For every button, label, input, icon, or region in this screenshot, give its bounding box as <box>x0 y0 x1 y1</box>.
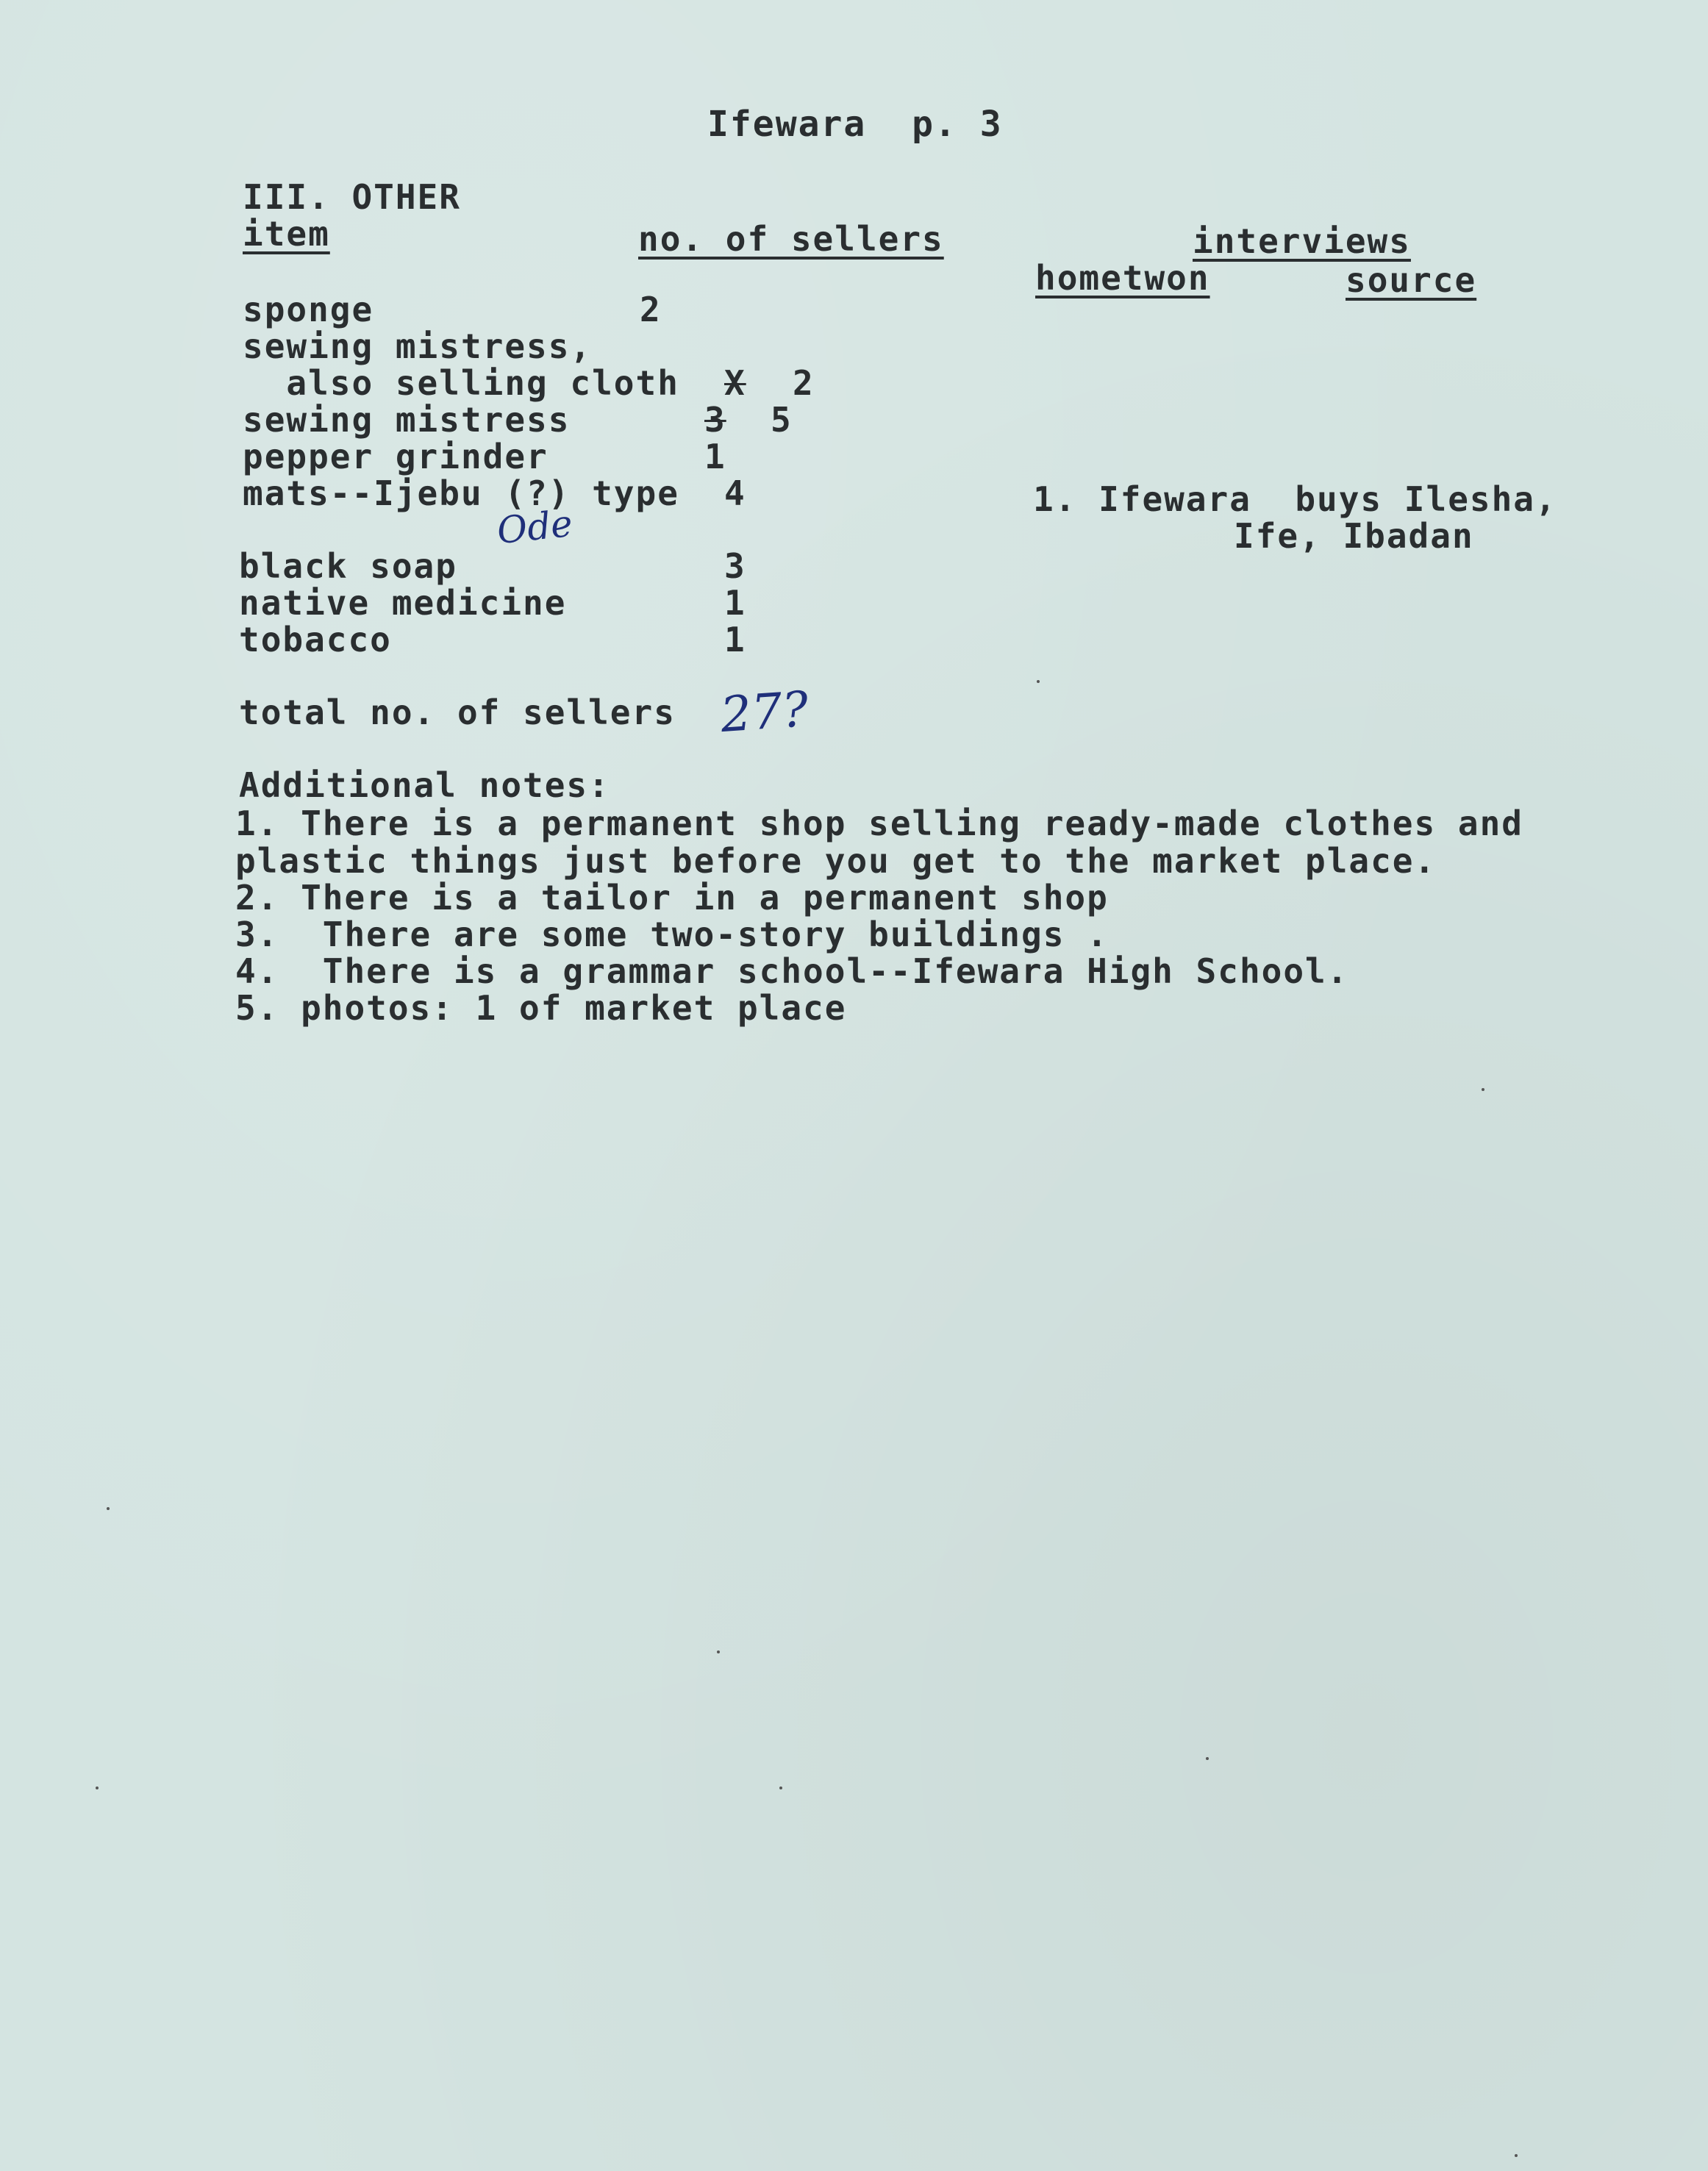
interview-line-1: 1. Ifewara buys Ilesha, <box>1033 479 1557 519</box>
notes-heading: Additional notes: <box>239 765 610 805</box>
paper-speck <box>1515 2154 1518 2157</box>
note-line: 5. photos: 1 of market place <box>235 988 847 1028</box>
table-row-count: 3 <box>724 546 746 586</box>
table-row-item: tobacco <box>239 620 392 659</box>
table-row-count: 4 <box>724 473 746 513</box>
handwritten-note: Ode <box>495 501 575 553</box>
column-header-interviews: interviews <box>1193 221 1411 261</box>
column-header-item: item <box>243 214 330 254</box>
table-row-item: also selling cloth <box>243 363 679 403</box>
table-row-count: 2 <box>793 363 815 403</box>
total-value-handwritten: 27? <box>718 680 810 744</box>
section-heading: III. OTHER <box>243 177 461 217</box>
table-row-item: sewing mistress, <box>243 326 593 366</box>
table-row-item: mats--Ijebu (?) type <box>243 473 679 513</box>
table-row-item: pepper grinder <box>243 437 549 476</box>
note-line: plastic things just before you get to the market place. <box>235 841 1437 881</box>
table-row-item: native medicine <box>239 583 567 623</box>
table-row-count-struck: 3 <box>704 400 726 440</box>
table-row-item: black soap <box>239 546 457 586</box>
table-row-count: 1 <box>724 583 746 623</box>
note-line: 4. There is a grammar school--Ifewara High School. <box>235 951 1349 991</box>
table-row-count: 2 <box>640 290 662 329</box>
note-line: 3. There are some two-story buildings . <box>235 915 1109 954</box>
table-row-count: 1 <box>724 620 746 659</box>
table-row-count-struck: X <box>724 363 746 403</box>
paper-speck <box>107 1507 110 1510</box>
page-title: Ifewara p. 3 <box>707 104 1003 145</box>
column-header-sellers: no. of sellers <box>638 219 944 259</box>
table-row-item: sewing mistress <box>243 400 571 440</box>
paper-speck <box>1206 1757 1209 1760</box>
column-header-source: source <box>1346 260 1477 300</box>
table-row-count: 5 <box>771 400 793 440</box>
total-label: total no. of sellers <box>239 693 676 732</box>
table-row-count: 1 <box>704 437 726 476</box>
paper-speck <box>779 1786 782 1789</box>
note-line: 1. There is a permanent shop selling ready-made clothes and <box>235 804 1523 843</box>
paper-speck <box>96 1786 99 1789</box>
paper-speck <box>1037 680 1040 683</box>
table-row-item: sponge <box>243 290 374 329</box>
paper-speck <box>1482 1088 1484 1091</box>
interview-line-2: Ife, Ibadan <box>1234 516 1474 556</box>
note-line: 2. There is a tailor in a permanent shop <box>235 878 1109 918</box>
paper-speck <box>717 1650 720 1653</box>
column-header-hometown: hometwon <box>1035 258 1210 298</box>
